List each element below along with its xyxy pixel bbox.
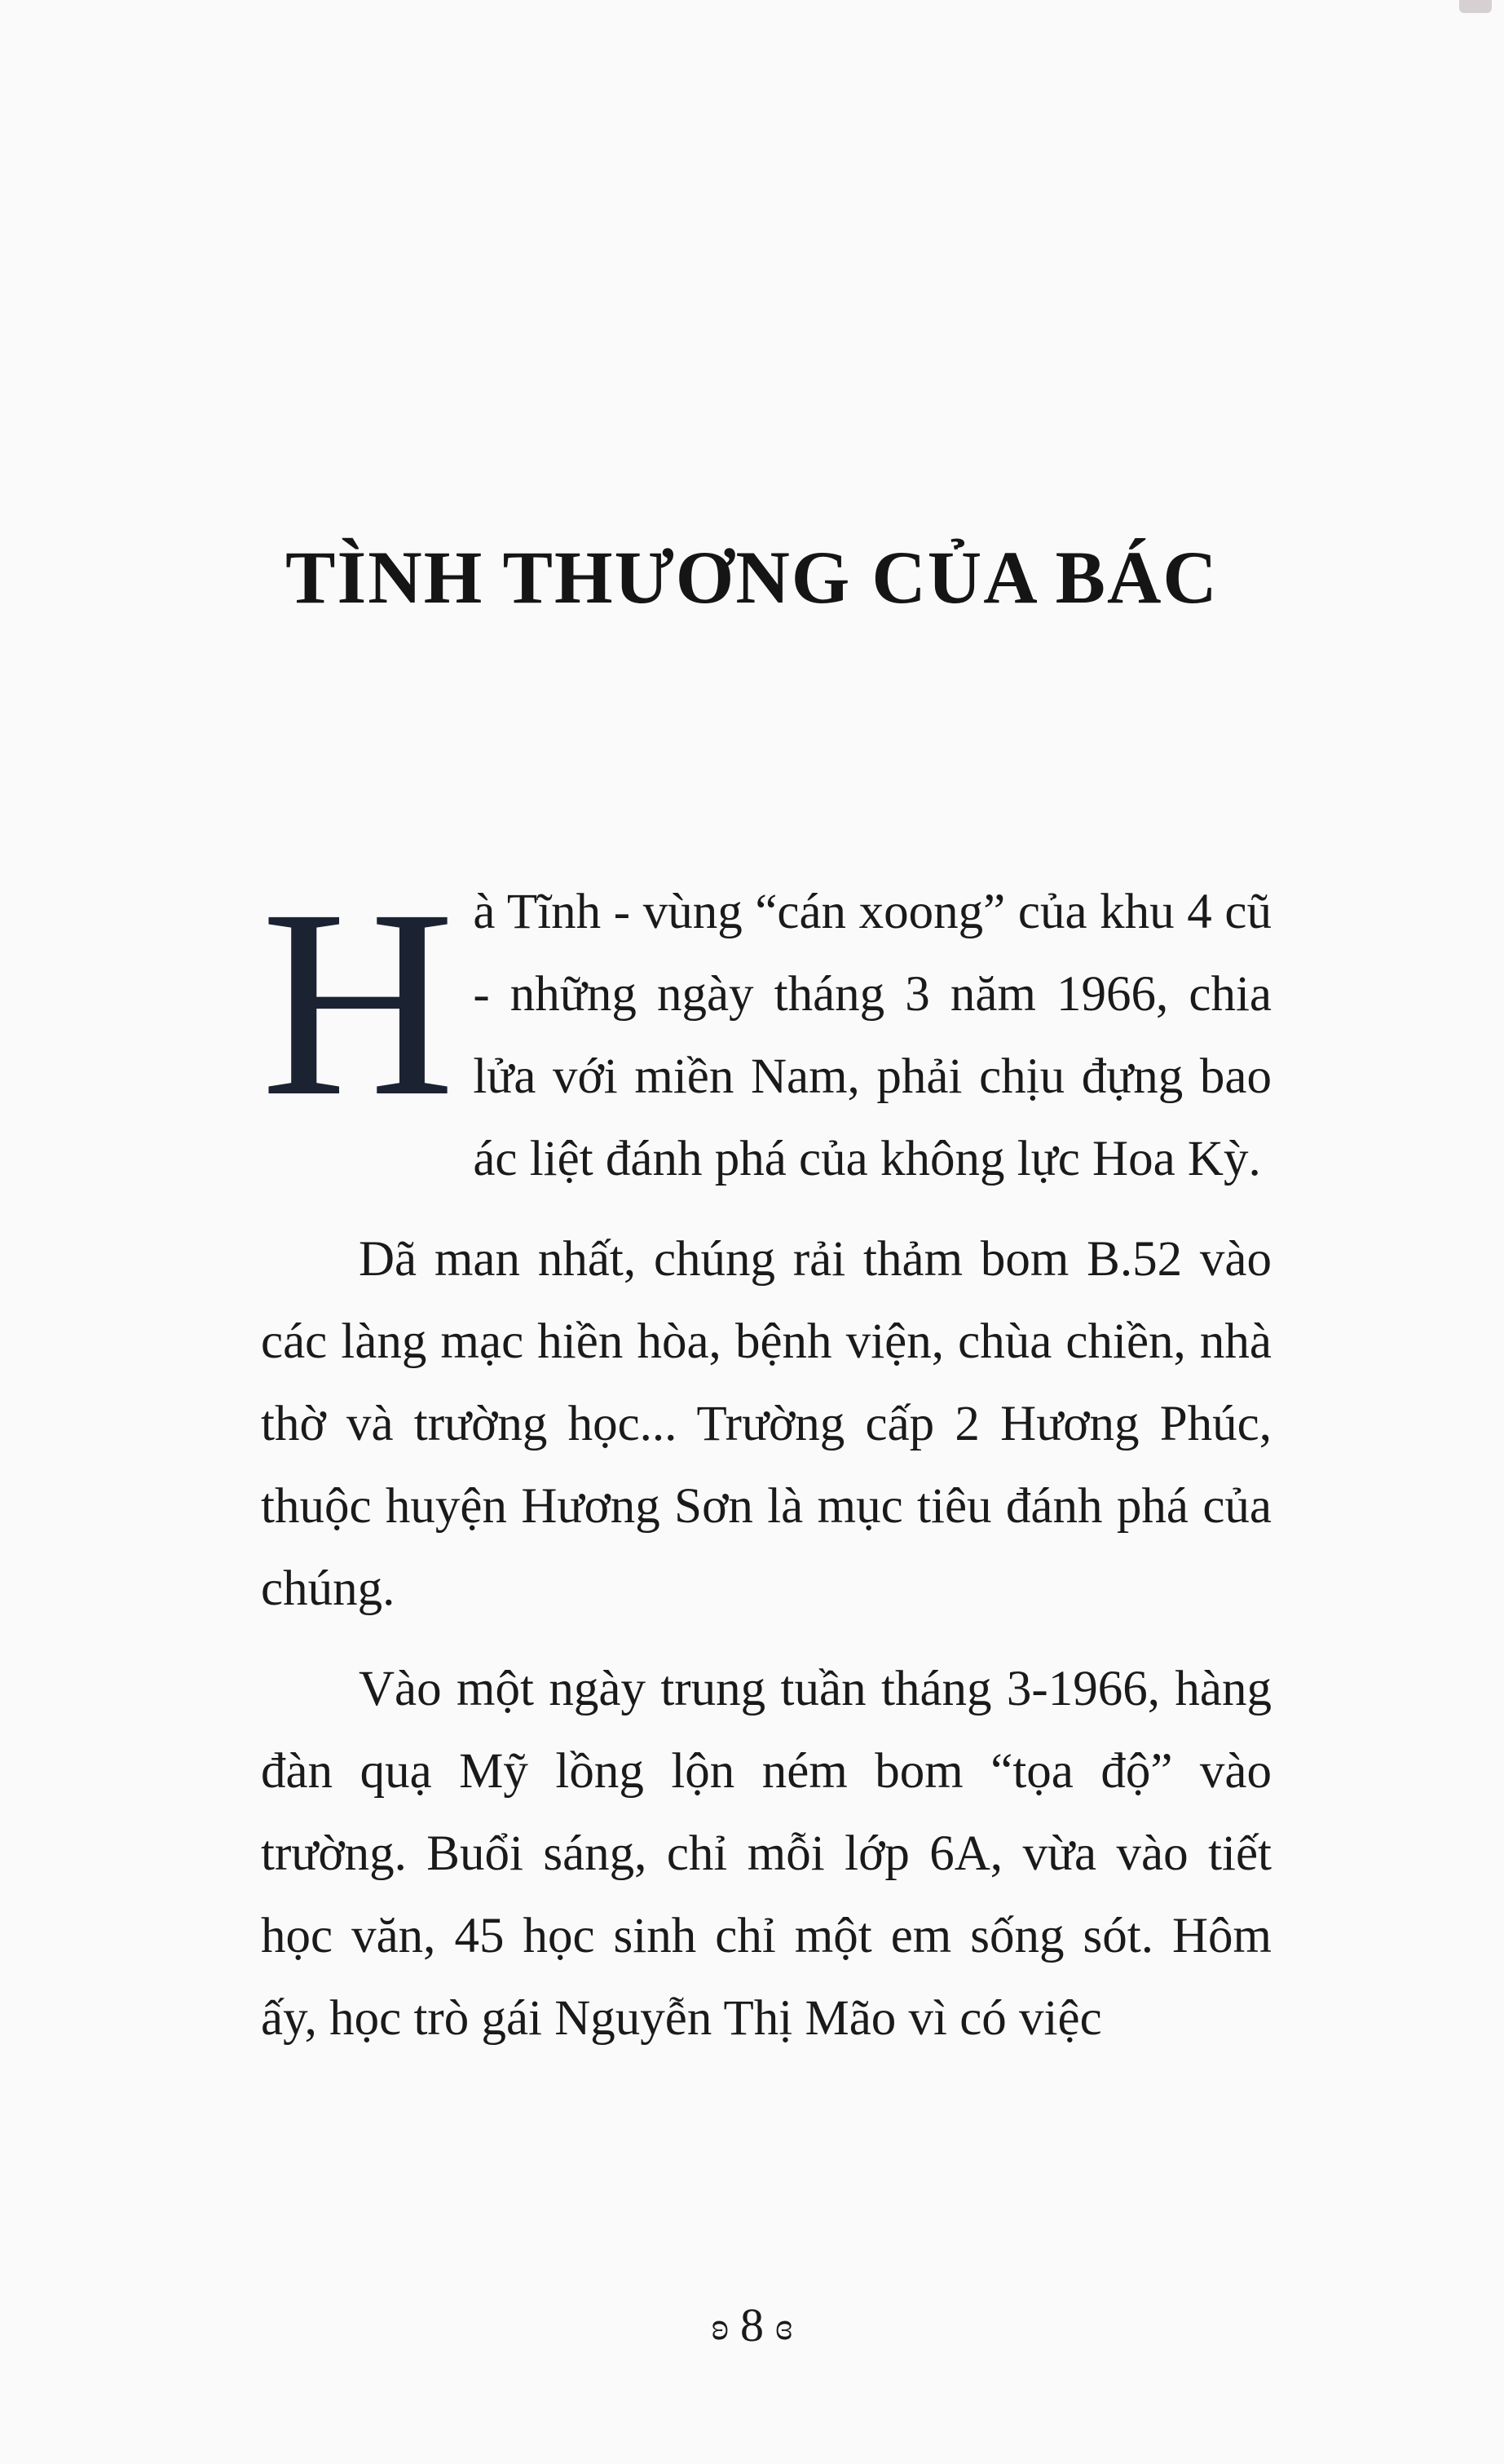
page-number: 8 [740, 2298, 764, 2351]
paragraph-1 [261, 854, 1272, 1200]
page-footer [0, 2298, 1504, 2352]
paragraph-2: Dã man nhất, chúng rải thảm bom B.52 vào các làng mạc hiền hòa, bệnh viện, chùa chiền, nhà thờ và trường học... Trường cấp 2 Hương Phúc, thuộc huyện Hương Sơn là mục tiêu đánh phá của chúng. [261, 1232, 1272, 1616]
ornament-right-icon: ɞ [775, 2305, 793, 2349]
drop-cap: H [261, 854, 456, 1152]
page-corner-mark [1459, 0, 1492, 13]
body-text [261, 854, 1272, 2060]
paragraph-1-text: à Tĩnh - vùng “cán xoong” của khu 4 cũ - những ngày tháng 3 năm 1966, chia lửa với miền Nam, phải chịu đựng bao ác liệt đánh phá của không lực Hoa Kỳ. [473, 885, 1272, 1186]
ornament-left-icon: ʚ [711, 2305, 729, 2349]
paragraph-3: Vào một ngày trung tuần tháng 3-1966, hàng đàn quạ Mỹ lồng lộn ném bom “tọa độ” vào trường. Buổi sáng, chỉ mỗi lớp 6A, vừa vào tiết học văn, 45 học sinh chỉ một em sống sót. Hôm ấy, học trò gái Nguyễn Thị Mão vì có việc [261, 1662, 1272, 2046]
chapter-title: TÌNH THƯƠNG CỦA BÁC [285, 536, 1219, 619]
